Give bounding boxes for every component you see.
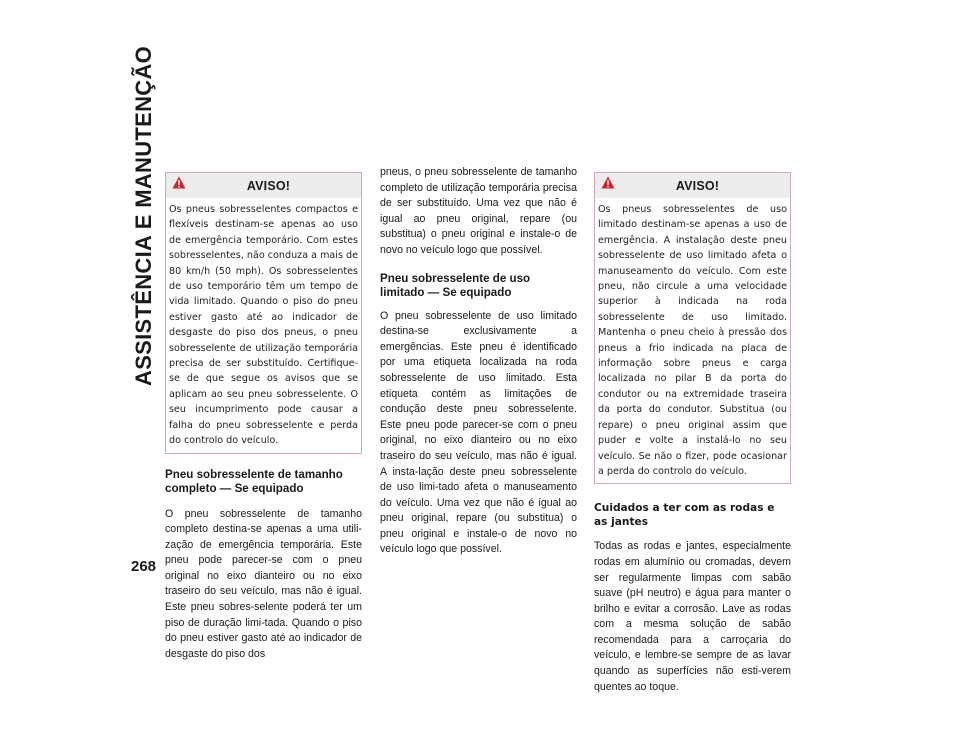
warning-text: Os pneus sobresselentes compactos e flexíveis destinam-se apenas ao uso de emergência temporário. Com estes sobresselentes, não conduza a mais de 80 km/h (50 mph). Os sobresselentes de uso temporário têm um tempo de vida limitado. Quando o piso do pneu estiver gasto até ao indicador de desgaste do piso dos pneus, o pneu sobresselente de utilização temporária precisa de ser substituído. Certifique-se de que segue os avisos que se aplicam ao seu pneu sobresselente. O seu incumprimento pode causar a falha do pneu sobresselente e perda do controlo do veículo. xyxy=(169,204,358,447)
warning-header xyxy=(166,173,361,198)
warning-header xyxy=(595,173,790,198)
paragraph-full-size-spare-continued: pneus, o pneu sobresselente de tamanho completo de utilização temporária precisa de ser substituído. Uma vez que não é igual ao pneu original, repare (ou substitua) o pneu original e instale-o de novo no veículo logo que possível. xyxy=(380,166,577,256)
warning-box-limited-use-spare xyxy=(594,172,791,484)
column-right xyxy=(594,172,791,695)
section-side-title-text: ASSISTÊNCIA E MANUTENÇÃO xyxy=(131,45,156,386)
warning-box-compact-spare xyxy=(165,172,362,454)
paragraph-full-size-spare: O pneu sobresselente de tamanho completo destina-se apenas a uma utili-zação de emergência temporária. Este pneu pode parecer-se com o pneu original no eixo dianteiro ou no eixo traseiro do seu veículo, mas não é igual. Este pneu sobres-selente poderá ter um piso de duração limi-tada. Quando o piso do pneu estiver gasto até ao indicador de desgaste do piso dos xyxy=(165,507,362,660)
warning-triangle-icon xyxy=(172,176,186,189)
column-middle xyxy=(380,165,577,558)
warning-text: Os pneus sobresselentes de uso limitado destinam-se apenas a uso de emergência. A instalação deste pneu sobresselente de uso limitado afeta o manuseamento do veículo. Com este pneu, não circule a uma velocidade superior à indicada na roda sobresselente de uso limitado. Mantenha o pneu cheio à pressão dos pneus a frio indicada na placa de informação sobre pneus e carga localizada no pilar B da porta do condutor ou na extremidade traseira da porta do condutor. Substitua (ou repare) o pneu original assim que puder e volte a instalá-lo no seu veículo. Se não o fizer, pode ocasionar a perda do controlo do veículo. xyxy=(598,204,787,477)
heading-limited-use-spare: Pneu sobresselente de uso limitado — Se equipado xyxy=(380,271,531,299)
paragraph-wheel-care: Todas as rodas e jantes, especialmente rodas em alumínio ou cromadas, devem ser regularmente limpas com sabão suave (pH neutro) e água para manter o brilho e evitar a corrosão. Lave as rodas com a mesma solução de sabão recomendada para a carroçaria do veículo, e lembre-se sempre de as lavar quando as superfícies não esti-verem quentes ao toque. xyxy=(594,540,791,693)
column-left xyxy=(165,172,362,662)
page-number: 268 xyxy=(131,558,157,575)
heading-full-size-spare: Pneu sobresselente de tamanho completo — Se equipado xyxy=(165,467,343,495)
warning-triangle-icon xyxy=(601,176,615,189)
warning-title: AVISO! xyxy=(675,178,720,193)
warning-title: AVISO! xyxy=(246,178,291,193)
paragraph-limited-use-spare: O pneu sobresselente de uso limitado destina-se exclusivamente a emergências. Este pneu é identificado por uma etiqueta localizada na roda sobresselente de uso limitado. Esta etiqueta contém as limitações de condução deste pneu sobresselente. Este pneu pode parecer-se com o pneu original, no eixo dianteiro ou no eixo traseiro do seu veículo, mas não é igual. A insta-lação deste pneu sobresselente de uso limi-tado afeta o manuseamento do veículo. Uma vez que não é igual ao pneu original, repare (ou substitua) o pneu original e instale-o de novo no veículo logo que possível. xyxy=(380,309,577,556)
heading-wheel-care: Cuidados a ter com as rodas e as jantes xyxy=(594,502,775,529)
